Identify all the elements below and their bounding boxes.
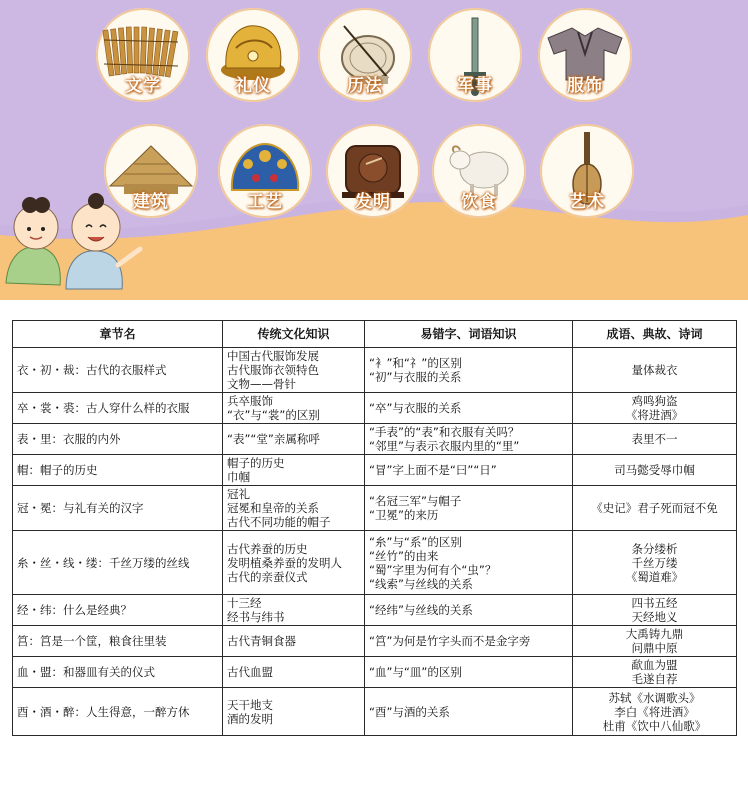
cell-idioms bbox=[573, 455, 737, 486]
cell-line: 酒的发明 bbox=[227, 711, 273, 726]
cell-culture bbox=[223, 486, 365, 531]
cell-line: 量体裁衣 bbox=[631, 363, 678, 377]
cell-line: “卒”与衣服的关系 bbox=[369, 401, 462, 415]
cell-line: 经书与纬书 bbox=[227, 610, 285, 624]
cell-culture bbox=[223, 688, 365, 736]
cell-line: “筥”为何是竹字头而不是金字旁 bbox=[369, 634, 531, 648]
cell-culture bbox=[223, 424, 365, 455]
cell-line: 歃血为盟 bbox=[631, 658, 678, 672]
cell-line: 杜甫《饮中八仙歌》 bbox=[602, 718, 707, 733]
category-yishu[interactable] bbox=[540, 124, 634, 218]
category-label: 饮食 bbox=[461, 192, 497, 212]
cell-idioms bbox=[573, 424, 737, 455]
cell-line: 问鼎中原 bbox=[631, 641, 678, 655]
cell-line: “经纬”与丝线的关系 bbox=[369, 603, 473, 617]
cell-idioms bbox=[573, 348, 737, 393]
cell-chapter: 衣・初・裁：古代的衣服样式 bbox=[13, 348, 223, 393]
cell-line: 古代的亲蚕仪式 bbox=[227, 569, 308, 584]
header-words: 易错字、词语知识 bbox=[365, 321, 573, 348]
category-yinshi[interactable] bbox=[432, 124, 526, 218]
cell-idioms bbox=[573, 531, 737, 595]
header-chapter: 章节名 bbox=[13, 321, 223, 348]
cell-line: 大禹铸九鼎 bbox=[625, 627, 684, 641]
cell-line: 《史记》君子死而冠不免 bbox=[591, 501, 718, 515]
cell-words bbox=[365, 531, 573, 595]
cell-line: 四书五经 bbox=[631, 596, 678, 610]
cell-chapter: 冠・冕：与礼有关的汉字 bbox=[13, 486, 223, 531]
category-label: 服饰 bbox=[567, 76, 603, 96]
cell-words bbox=[365, 393, 573, 424]
cell-line: 鸡鸣狗盗 bbox=[631, 394, 678, 408]
cell-idioms bbox=[573, 657, 737, 688]
header-culture: 传统文化知识 bbox=[223, 321, 365, 348]
cell-words bbox=[365, 688, 573, 736]
cell-line: 古代青铜食器 bbox=[227, 634, 296, 648]
cell-line: “丝竹”的由来 bbox=[369, 548, 439, 563]
cell-line: 表里不一 bbox=[631, 432, 678, 446]
cell-line: 十三经 bbox=[227, 596, 262, 610]
table-row bbox=[13, 688, 737, 736]
table-row bbox=[13, 393, 737, 424]
cell-line: “冒”字上面不是“曰”“日” bbox=[369, 463, 497, 477]
cell-words bbox=[365, 348, 573, 393]
cell-words bbox=[365, 486, 573, 531]
cell-line: 古代养蚕的历史 bbox=[227, 541, 308, 556]
cell-idioms bbox=[573, 393, 737, 424]
cell-line: 帽子的历史 bbox=[227, 456, 285, 470]
cell-line: 冠冕和皇帝的关系 bbox=[227, 501, 319, 515]
table-body bbox=[13, 348, 737, 736]
table-row bbox=[13, 626, 737, 657]
cell-line: 兵卒服饰 bbox=[227, 394, 273, 408]
cell-line: 发明植桑养蚕的发明人 bbox=[227, 555, 342, 570]
table-row bbox=[13, 455, 737, 486]
cell-line: 巾帼 bbox=[227, 470, 250, 484]
cell-line: 古代不同功能的帽子 bbox=[227, 515, 331, 529]
cell-culture bbox=[223, 657, 365, 688]
cell-idioms bbox=[573, 688, 737, 736]
category-junshi[interactable] bbox=[428, 8, 522, 102]
category-label: 历法 bbox=[347, 76, 383, 96]
cell-chapter: 酉・酒・醉：人生得意，一醉方休 bbox=[13, 688, 223, 736]
category-label: 发明 bbox=[355, 192, 391, 212]
cell-words bbox=[365, 424, 573, 455]
cell-idioms bbox=[573, 486, 737, 531]
cell-line: 司马懿受辱巾帼 bbox=[614, 463, 695, 477]
cell-line: 古代血盟 bbox=[227, 665, 273, 679]
cell-line: 冠礼 bbox=[227, 487, 250, 501]
cell-line: “手表”的“表”和衣服有关吗？ bbox=[369, 425, 520, 439]
category-lifa[interactable] bbox=[318, 8, 412, 102]
category-wenxue[interactable] bbox=[96, 8, 190, 102]
cell-culture bbox=[223, 595, 365, 626]
cell-line: 文物——骨针 bbox=[227, 377, 296, 391]
cell-chapter: 糸・丝・线・缕：千丝万缕的丝线 bbox=[13, 531, 223, 595]
category-label: 艺术 bbox=[569, 192, 605, 212]
table bbox=[12, 320, 737, 736]
cell-line: 天经地义 bbox=[631, 610, 678, 624]
table-header-row bbox=[13, 321, 737, 348]
category-label: 礼仪 bbox=[235, 76, 271, 96]
category-fushi[interactable] bbox=[538, 8, 632, 102]
cell-chapter: 卒・裳・裘：古人穿什么样的衣服 bbox=[13, 393, 223, 424]
table-row bbox=[13, 531, 737, 595]
cell-culture bbox=[223, 393, 365, 424]
cell-culture bbox=[223, 455, 365, 486]
cell-line: 《将进酒》 bbox=[625, 408, 684, 422]
table-row bbox=[13, 348, 737, 393]
cell-words bbox=[365, 626, 573, 657]
cell-line: “表”“堂”亲属称呼 bbox=[227, 432, 320, 446]
cell-line: “名冠三军”与帽子 bbox=[369, 494, 462, 508]
cell-line: 古代服饰衣领特色 bbox=[227, 363, 319, 377]
cell-line: “邻里”与表示衣服内里的“里” bbox=[369, 439, 520, 453]
table-row bbox=[13, 595, 737, 626]
knowledge-table bbox=[12, 320, 736, 736]
cell-chapter: 表・里：衣服的内外 bbox=[13, 424, 223, 455]
table-row bbox=[13, 657, 737, 688]
category-liyi[interactable] bbox=[206, 8, 300, 102]
category-label: 工艺 bbox=[247, 192, 283, 212]
cell-line: 《蜀道难》 bbox=[625, 569, 684, 584]
cell-line: “线索”与丝线的关系 bbox=[369, 576, 473, 591]
cell-line: “初”与衣服的关系 bbox=[369, 370, 462, 384]
cell-line: “酉”与酒的关系 bbox=[369, 704, 450, 719]
cell-idioms bbox=[573, 626, 737, 657]
cell-line: 千丝万缕 bbox=[631, 555, 678, 570]
cell-chapter: 筥：筥是一个筐，粮食往里装 bbox=[13, 626, 223, 657]
cell-line: “卫冕”的来历 bbox=[369, 508, 439, 522]
cell-culture bbox=[223, 531, 365, 595]
cell-words bbox=[365, 455, 573, 486]
category-faming[interactable] bbox=[326, 124, 420, 218]
cell-line: “血”与“皿”的区别 bbox=[369, 665, 462, 679]
cell-line: 苏轼《水调歌头》 bbox=[608, 690, 701, 705]
cell-culture bbox=[223, 348, 365, 393]
cell-chapter: 帽：帽子的历史 bbox=[13, 455, 223, 486]
category-gongyi[interactable] bbox=[218, 124, 312, 218]
cell-line: 天干地支 bbox=[227, 697, 273, 712]
category-label: 文学 bbox=[125, 76, 161, 96]
table-row bbox=[13, 424, 737, 455]
cell-idioms bbox=[573, 595, 737, 626]
children-illustration bbox=[0, 165, 150, 305]
cell-line: “衤”和“礻”的区别 bbox=[369, 356, 462, 370]
header-idioms: 成语、典故、诗词 bbox=[573, 321, 737, 348]
cell-chapter: 血・盟：和器皿有关的仪式 bbox=[13, 657, 223, 688]
cell-line: 条分缕析 bbox=[631, 541, 678, 556]
cell-line: 毛遂自荐 bbox=[631, 672, 678, 686]
table-row bbox=[13, 486, 737, 531]
cell-line: “蜀”字里为何有个“虫”？ bbox=[369, 562, 497, 577]
cell-culture bbox=[223, 626, 365, 657]
category-label: 军事 bbox=[457, 76, 493, 96]
cell-line: “糸”与“系”的区别 bbox=[369, 534, 462, 549]
cell-words bbox=[365, 595, 573, 626]
cell-line: “衣”与“裳”的区别 bbox=[227, 408, 320, 422]
cell-line: 李白《将进酒》 bbox=[614, 704, 695, 719]
cell-line: 中国古代服饰发展 bbox=[227, 349, 319, 363]
category-label: 建筑 bbox=[133, 192, 169, 212]
cell-chapter: 经・纬：什么是经典？ bbox=[13, 595, 223, 626]
cell-words bbox=[365, 657, 573, 688]
